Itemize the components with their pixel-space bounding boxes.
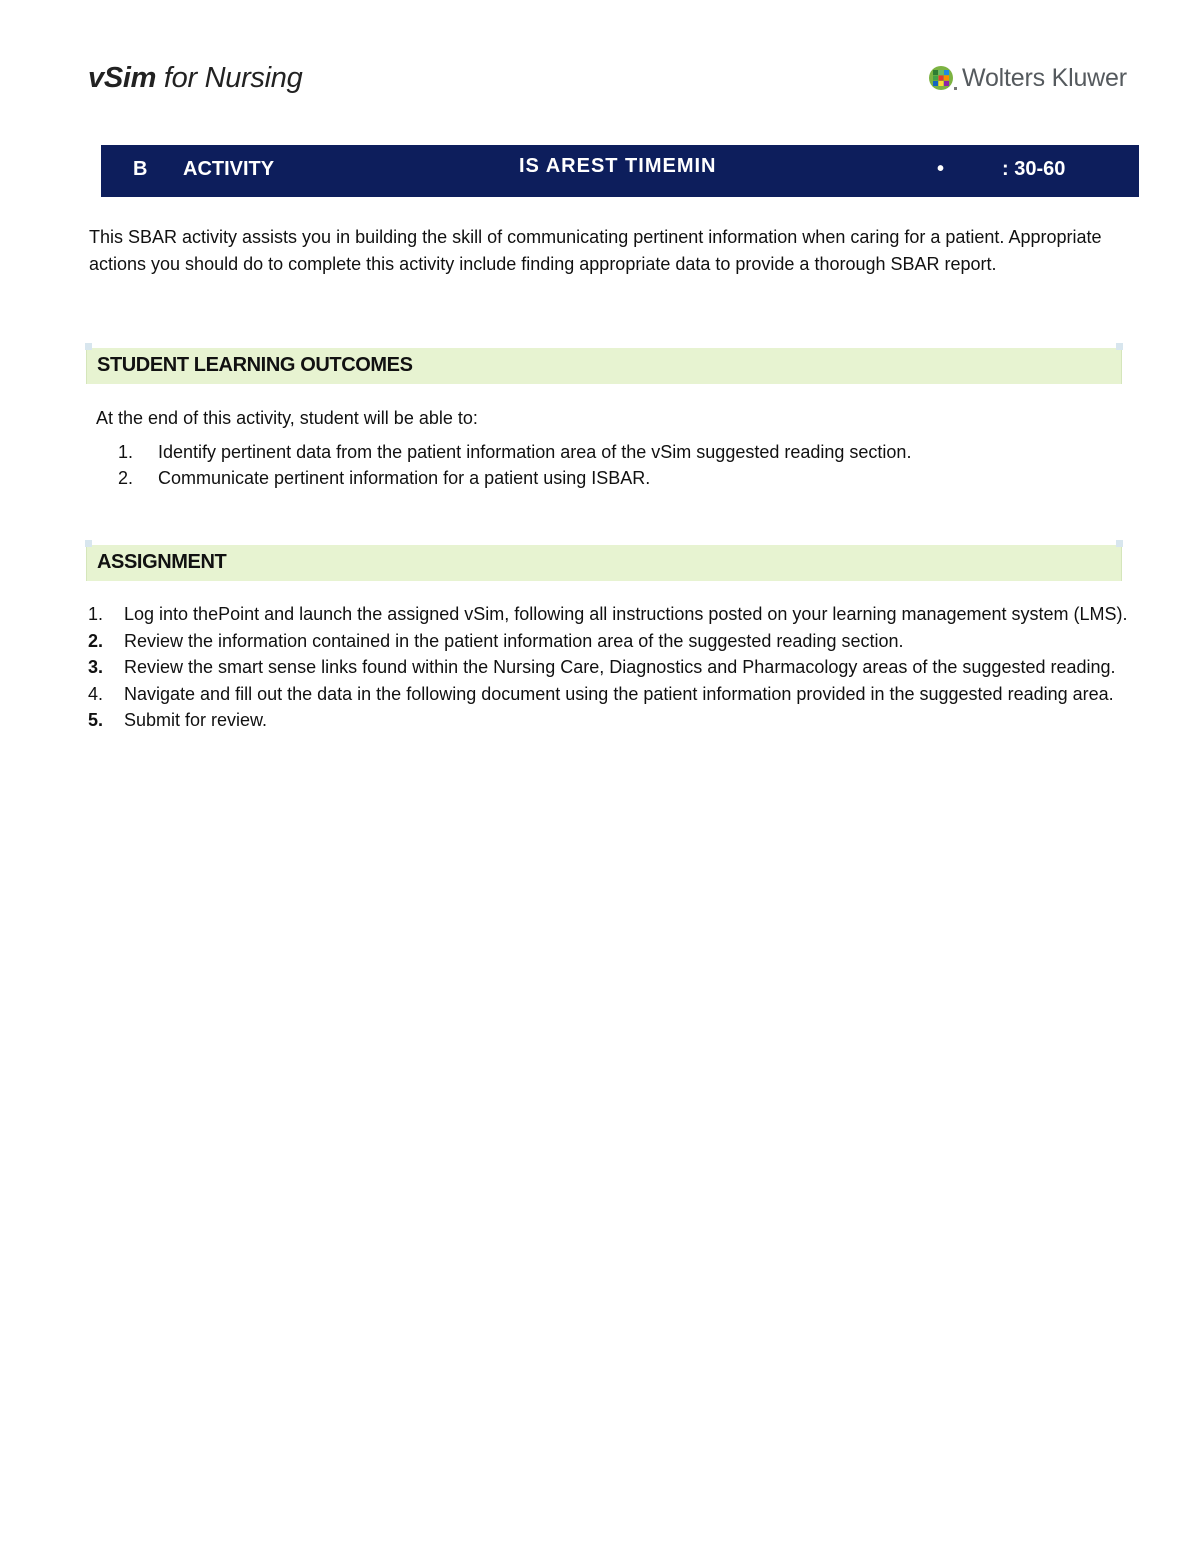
- brand-v: v: [88, 62, 104, 94]
- list-item-text: Log into thePoint and launch the assigned vSim, following all instructions posted on your learning management system (LMS).: [124, 604, 1128, 624]
- outcomes-list: [118, 439, 1118, 491]
- brand-sim: Sim: [103, 62, 157, 94]
- list-item-text: Submit for review.: [124, 710, 268, 730]
- banner-part-3: IS AREST TIMEMIN: [519, 155, 717, 177]
- section-title-assignment: ASSIGNMENT: [97, 551, 227, 573]
- list-item-number: 2.: [88, 630, 104, 651]
- wolters-kluwer-logo: [928, 60, 1127, 96]
- intro-paragraph: This SBAR activity assists you in building the skill of communicating pertinent information when caring for a patient. Appropriate actions you should do to complete this activity include finding appropriate data to provide a thorough SBAR report.: [89, 227, 1102, 274]
- list-item-number: 4.: [88, 683, 104, 704]
- vsim-brand-logo: [88, 62, 302, 95]
- section-header-assignment: [86, 545, 1122, 581]
- list-item: [88, 601, 1168, 628]
- list-item: [88, 707, 1168, 734]
- list-item-number: 1.: [88, 604, 104, 624]
- assignment-list: [88, 601, 1168, 734]
- banner-time: : 30-60: [1002, 158, 1066, 180]
- list-item: [88, 654, 1168, 681]
- banner-bullet: •: [937, 158, 945, 180]
- list-item-text: Review the smart sense links found within the Nursing Care, Diagnostics and Pharmacology areas of the suggested reading.: [124, 657, 1116, 677]
- list-item-text: Review the information contained in the patient information area of the suggested reading section.: [124, 630, 904, 651]
- activity-banner: [101, 145, 1139, 197]
- list-item: [118, 465, 1118, 491]
- list-item: [118, 439, 1118, 465]
- banner-part-1: B: [133, 158, 148, 180]
- page-header: [0, 0, 1200, 120]
- list-item-number: 2.: [118, 468, 134, 488]
- outcomes-lead: At the end of this activity, student will be able to:: [96, 408, 478, 428]
- section-header-outcomes: [86, 348, 1122, 384]
- section-title-outcomes: STUDENT LEARNING OUTCOMES: [97, 354, 413, 376]
- wolters-kluwer-globe-icon: [928, 63, 958, 93]
- list-item-number: 3.: [88, 657, 104, 677]
- list-item: [88, 681, 1168, 708]
- list-item: [88, 628, 1168, 655]
- brand-rest: for Nursing: [156, 62, 303, 94]
- banner-part-2: ACTIVITY: [183, 158, 275, 180]
- list-item-text: Identify pertinent data from the patient information area of the vSim suggested reading section.: [158, 442, 912, 462]
- publisher-name: Wolters Kluwer: [962, 63, 1127, 92]
- list-item-text: Communicate pertinent information for a patient using ISBAR.: [158, 468, 651, 488]
- list-item-number: 1.: [118, 442, 134, 462]
- list-item-text: Navigate and fill out the data in the following document using the patient information provided in the suggested reading area.: [124, 683, 1114, 704]
- list-item-number: 5.: [88, 710, 104, 730]
